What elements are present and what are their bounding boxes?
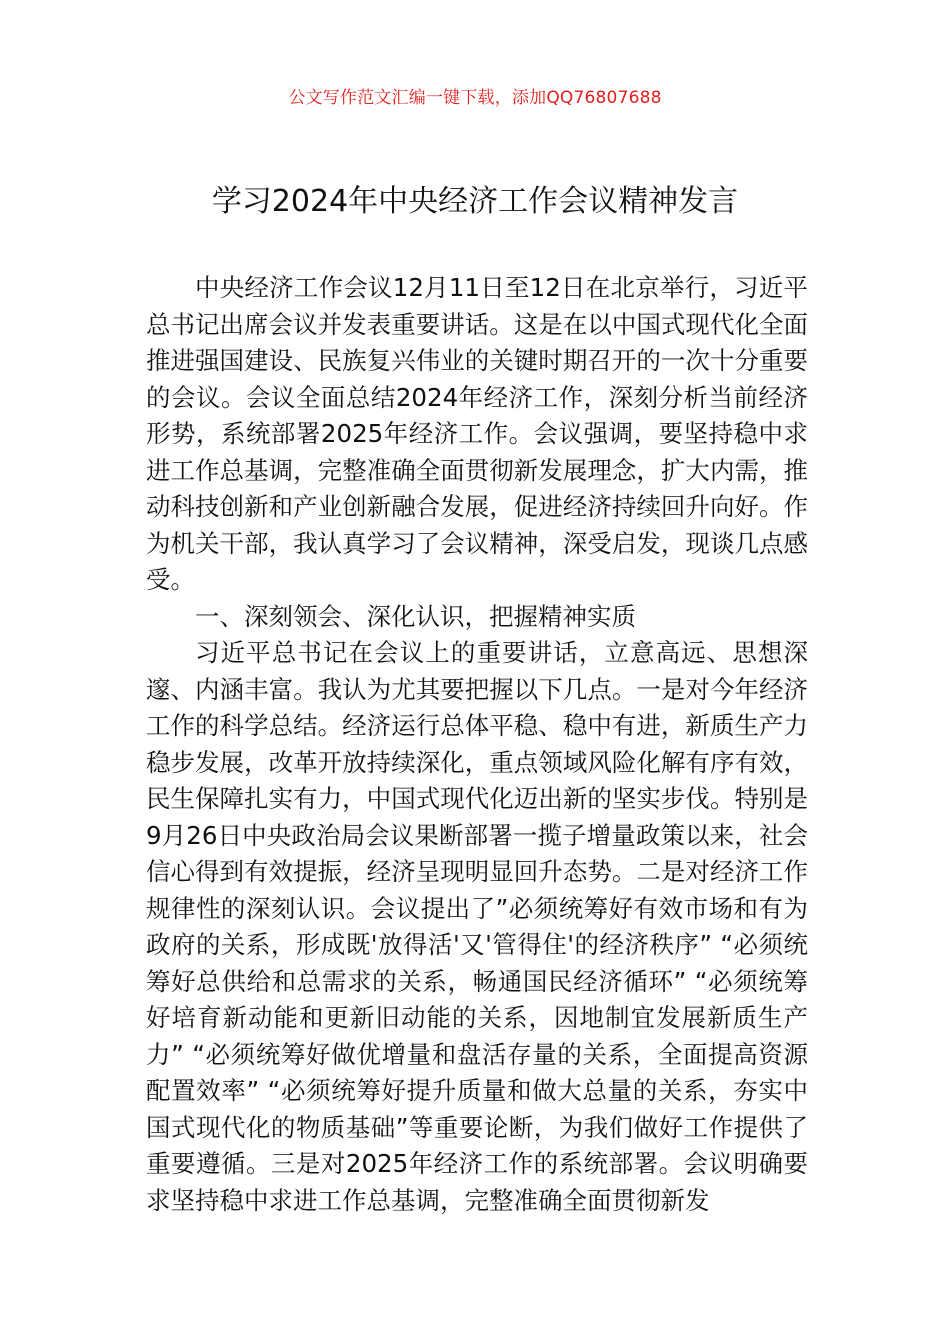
document-body [146, 270, 808, 1219]
section-heading: 一、深刻领会、深化认识，把握精神实质 [195, 601, 636, 631]
download-banner[interactable]: 公文写作范文汇编一键下载，添加QQ76807688 [288, 88, 662, 108]
document-title: 学习2024年中央经济工作会议精神发言 [211, 184, 739, 219]
intro-paragraph: 中央经济工作会议12月11日至12日在北京举行，习近平总书记出席会议并发表重要讲话。这是在以中国式现代化全面推进强国建设、民族复兴伟业的关键时期召开的一次十分重要的会议。会议全面总结2024年经济工作，深刻分析当前经济形势，系统部署2025年经济工作。会议强调，要坚持稳中求进工作总基调，完整准确全面贯彻新发展理念，扩大内需，推动科技创新和产业创新融合发展，促进经济持续回升向好。作为机关干部，我认真学习了会议精神，深受启发，现谈几点感受。 [146, 273, 808, 594]
section-paragraph: 习近平总书记在会议上的重要讲话，立意高远、思想深邃、内涵丰富。我认为尤其要把握以下几点。一是对今年经济工作的科学总结。经济运行总体平稳、稳中有进，新质生产力稳步发展，改革开放持续深化，重点领域风险化解有序有效，民生保障扎实有力，中国式现代化迈出新的坚实步伐。特别是9月26日中央政治局会议果断部署一揽子增量政策以来，社会信心得到有效提振，经济呈现明显回升态势。二是对经济工作规律性的深刻认识。会议提出了”必须统筹好有效市场和有为政府的关系，形成既'放得活'又'管得住'的经济秩序” “必须统筹好总供给和总需求的关系，畅通国民经济循环” “必须统筹好培育新动能和更新旧动能的关系，因地制宜发展新质生产力” “必须统筹好做优增量和盘活存量的关系，全面提高资源配置效率” “必须统筹好提升质量和做大总量的关系，夯实中国式现代化的物质基础”等重要论断，为我们做好工作提供了重要遵循。三是对2025年经济工作的系统部署。会议明确要求坚持稳中求进工作总基调，完整准确全面贯彻新发 [146, 638, 808, 1215]
